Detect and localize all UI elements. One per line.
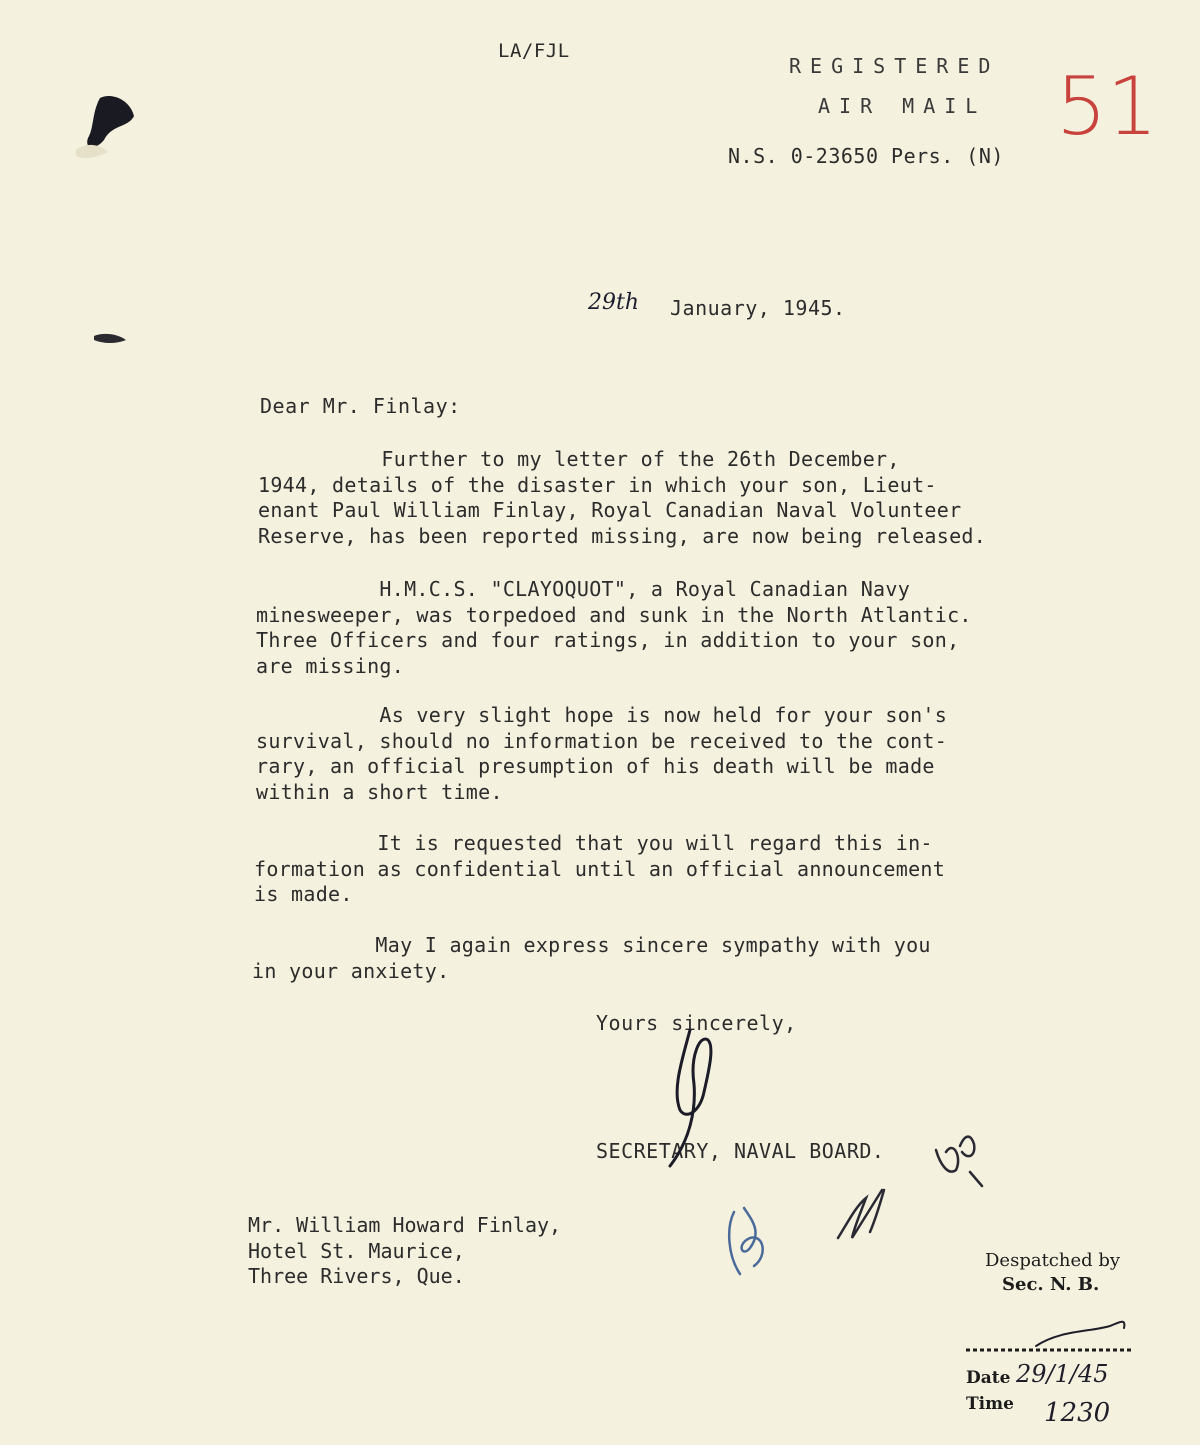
stamp-scribble-mark xyxy=(1036,1322,1124,1346)
handwritten-date-day: 29th xyxy=(588,290,640,315)
registered-label: REGISTERED xyxy=(789,54,1000,78)
recipient-address: Mr. William Howard Finlay, Hotel St. Maurice, Three Rivers, Que. xyxy=(248,1213,562,1288)
air-mail-label: AIR MAIL xyxy=(818,94,987,118)
signature-mark xyxy=(670,1030,711,1166)
paragraph-3: As very slight hope is now held for your son's survival, should no information be received to the cont- rary, an official presumption of his death will be made within a short time. xyxy=(256,703,948,804)
signer-title: SECRETARY, NAVAL BOARD. xyxy=(596,1139,885,1163)
paragraph-5: May I again express sincere sympathy with you in your anxiety. xyxy=(252,933,931,983)
handwritten-despatch-date: 29/1/45 xyxy=(1016,1360,1109,1388)
reference-code: LA/FJL xyxy=(498,40,570,62)
paragraph-1: Further to my letter of the 26th December, 1944, details of the disaster in which your son, Lieut- enant Paul William Finlay, Royal Canadian Naval Volunteer Reserve, has been reported missing, are now being released. xyxy=(258,447,987,548)
file-number: N.S. 0-23650 Pers. (N) xyxy=(728,144,1004,168)
closing: Yours sincerely, xyxy=(596,1011,797,1035)
salutation: Dear Mr. Finlay: xyxy=(260,394,461,418)
small-blot-icon xyxy=(94,334,126,343)
blue-initials-mark xyxy=(729,1208,763,1274)
dark-initials-mark xyxy=(838,1190,884,1238)
letter-date: January, 1945. xyxy=(670,296,846,320)
despatched-by-sec: Sec. N. B. xyxy=(1002,1274,1100,1295)
handwritten-despatch-time: 1230 xyxy=(1044,1398,1111,1428)
dark-initials-mark-2 xyxy=(936,1137,982,1186)
paragraph-2: H.M.C.S. "CLAYOQUOT", a Royal Canadian Navy minesweeper, was torpedoed and sunk in the North Atlantic. Three Officers and four ratings, in addition to your son, are missing. xyxy=(256,577,972,678)
despatched-by-label: Despatched by xyxy=(985,1250,1121,1271)
paper-tear-icon xyxy=(76,145,108,158)
ink-blot-icon xyxy=(87,96,134,147)
stamp-date-label: Date xyxy=(966,1368,1011,1388)
stamp-time-label: Time xyxy=(966,1394,1014,1414)
paragraph-4: It is requested that you will regard this in- formation as confidential until an official announcement is made. xyxy=(254,831,946,906)
red-folio-number: 51 xyxy=(1056,60,1158,153)
